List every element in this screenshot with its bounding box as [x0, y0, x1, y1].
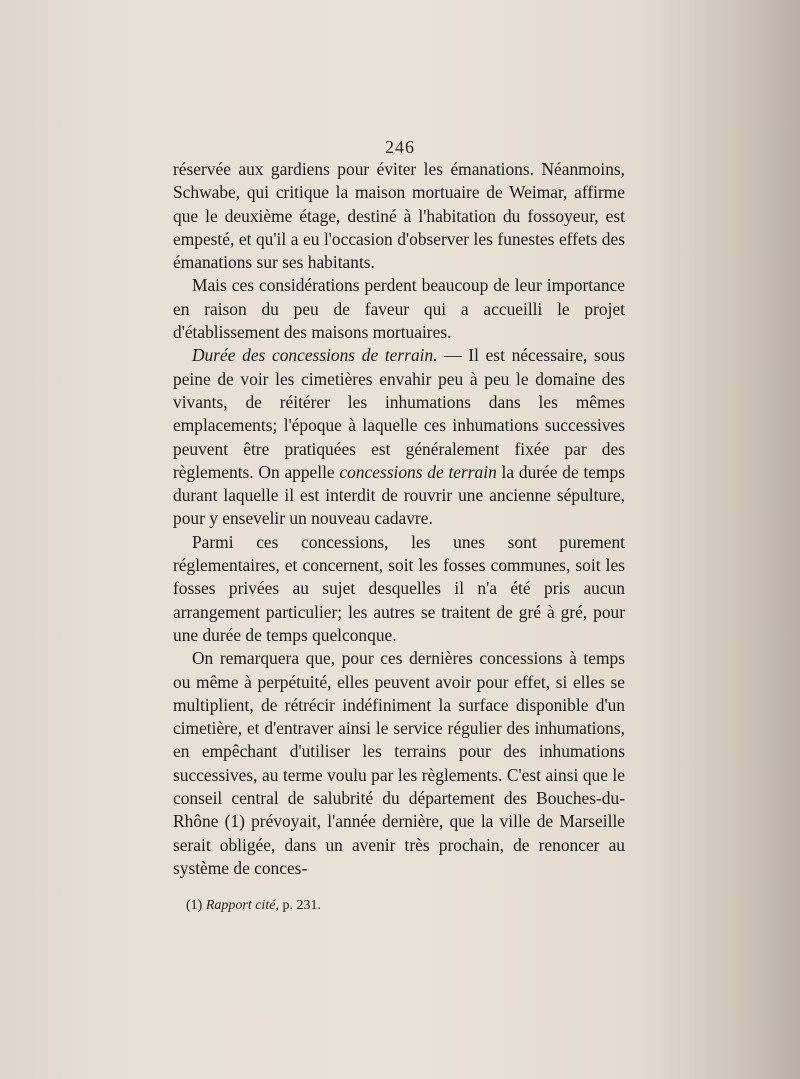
body-text [173, 158, 625, 880]
footnote-rest: , p. 231. [275, 898, 321, 913]
paragraph-5-text-b: prévoyait, l'année dernière, que la ville de Marseille serait obligée, dans un avenir très prochain, de renoncer au système de conces- [173, 811, 625, 878]
paragraph-3-text-a: Il est nécessaire, sous peine de voir les cimetières envahir peu à peu le domaine des vivants, de réitérer les inhumations dans les mêmes emplacements; l'époque à laquelle ces inhumations successives peuvent être pratiquées est généralement fixée par des règlements. On appelle [173, 345, 625, 482]
paragraph-3-text-b: la durée de temps durant laquelle il est interdit de rouvrir une ancienne sépulture, pour y ensevelir un nouveau cadavre. [173, 461, 625, 529]
footnote-source: Rapport cité [205, 898, 276, 913]
footnote [186, 898, 626, 914]
heading-dash: — [437, 345, 469, 366]
paragraph-5-text-a: On remarquera que, pour ces dernières concessions à temps ou même à perpétuité, elles peuvent avoir pour effet, si elles se multiplient, de rétrécir indéfiniment la surface disponible d'un cimetière, et d'entraver ainsi le service régulier des inhumations, en empêchant d'utiliser les terrains pour des inhumations successives, au terme voulu par les règlements. C'est ainsi que le conseil central de salubrité du département des Bouches-du-Rhône [173, 648, 625, 832]
footnote-marker: (1) [186, 898, 203, 913]
footnote-reference: (1) [224, 811, 245, 832]
paragraph-3 [173, 344, 625, 530]
section-heading: Durée des concessions de terrain. [192, 345, 438, 366]
paragraph-5 [173, 647, 625, 880]
paragraph-1: réservée aux gardiens pour éviter les émanations. Néanmoins, Schwabe, qui critique la maison mortuaire de Weimar, affirme que le deuxième étage, destiné à l'habitation du fossoyeur, est empesté, et qu'il a eu l'occasion d'observer les funestes effets des émanations sur ses habitants. [173, 159, 625, 273]
paragraph-4: Parmi ces concessions, les unes sont purement réglementaires, et concernent, soit les fosses communes, soit les fosses privées au sujet desquelles il n'a été pris aucun arrangement particulier; les autres se traitent de gré à gré, pour une durée de temps quelconque. [173, 531, 625, 645]
defined-term: concessions de terrain [339, 461, 497, 482]
page-number: 246 [385, 137, 415, 157]
paragraph-2: Mais ces considérations perdent beaucoup de leur importance en raison du peu de faveur qui a accueilli le projet d'établissement des maisons mortuaires. [173, 275, 625, 343]
